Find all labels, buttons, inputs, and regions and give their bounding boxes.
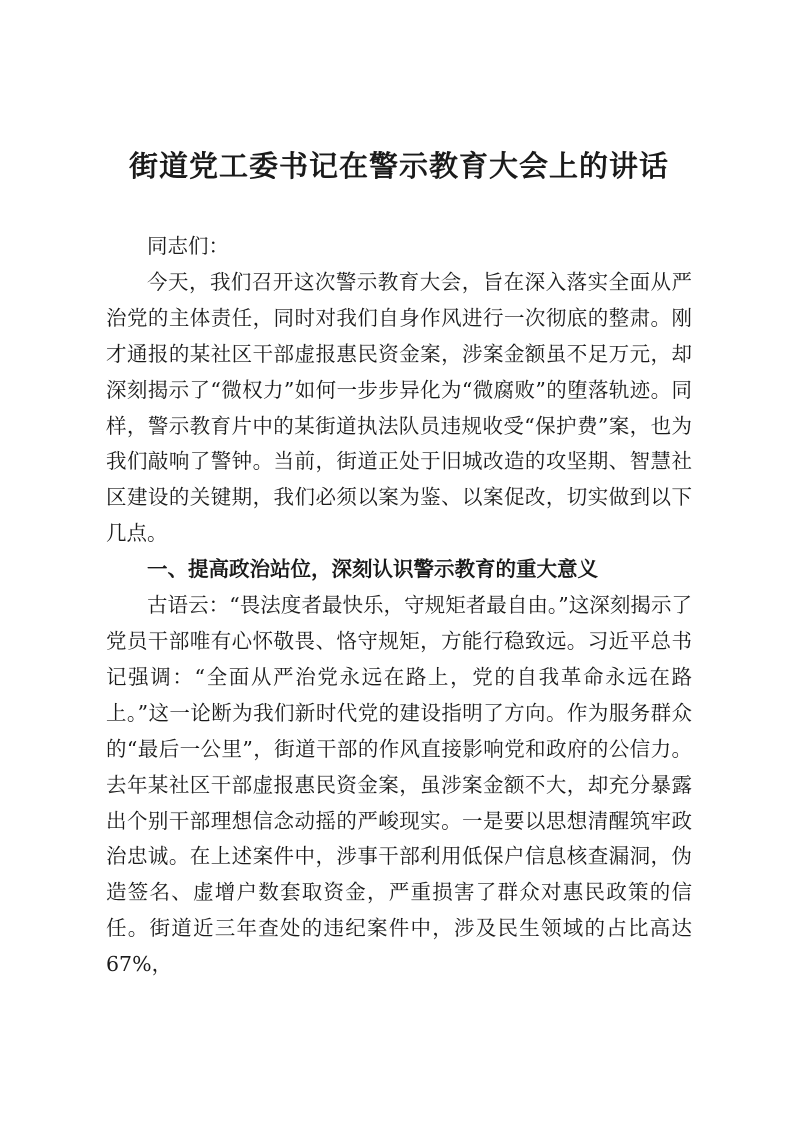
section-paragraph: 古语云：“畏法度者最快乐，守规矩者最自由。”这深刻揭示了党员干部唯有心怀敬畏、恪守规矩，方能行稳致远。习近平总书记强调：“全面从严治党永远在路上，党的自我革命永远在路上。”这一论断为我们新时代党的建设指明了方向。作为服务群众的“最后一公里”，街道干部的作风直接影响党和政府的公信力。去年某社区干部虚报惠民资金案，虽涉案金额不大，却充分暴露出个别干部理想信念动摇的严峻现实。一是要以思想清醒筑牢政治忠诚。在上述案件中，涉事干部利用低保户信息核查漏洞，伪造签名、虚增户数套取资金，严重损害了群众对惠民政策的信任。街道近三年查处的违纪案件中，涉及民生领域的占比高达67%， xyxy=(106,593,692,977)
salutation: 同志们： xyxy=(147,234,229,258)
document-title: 街道党工委书记在警示教育大会上的讲话 xyxy=(128,149,669,183)
section-heading: 一、提高政治站位，深刻认识警示教育的重大意义 xyxy=(147,557,598,582)
document-body xyxy=(106,229,692,983)
intro-paragraph: 今天，我们召开这次警示教育大会，旨在深入落实全面从严治党的主体责任，同时对我们自身作风进行一次彻底的整肃。刚才通报的某社区干部虚报惠民资金案，涉案金额虽不足万元，却深刻揭示了“微权力”如何一步步异化为“微腐败”的堕落轨迹。同样，警示教育片中的某街道执法队员违规收受“保护费”案，也为我们敲响了警钟。当前，街道正处于旧城改造的攻坚期、智慧社区建设的关键期，我们必须以案为鉴、以案促改，切实做到以下几点。 xyxy=(106,269,692,546)
